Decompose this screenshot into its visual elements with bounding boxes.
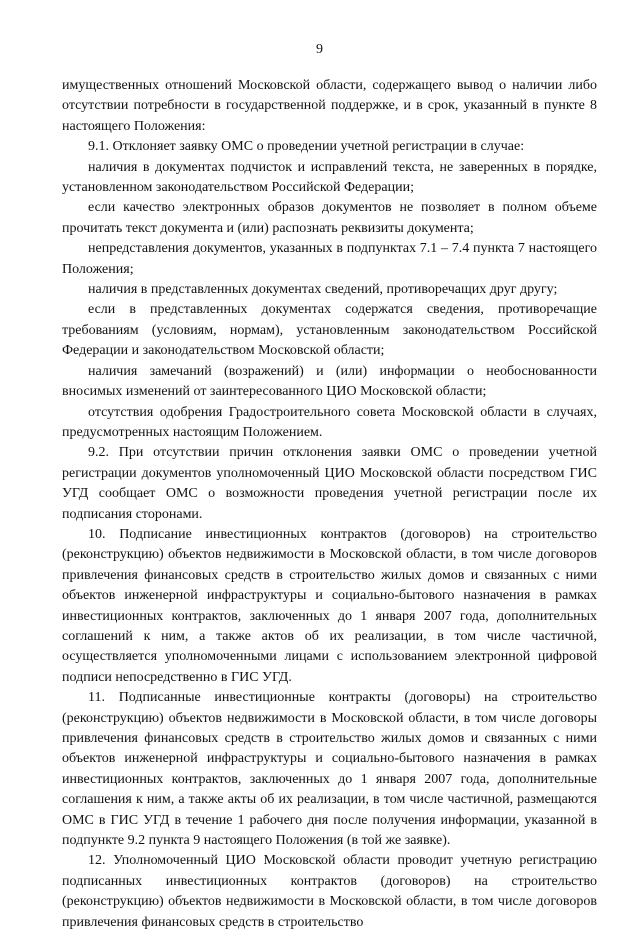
paragraph-11: 11. Подписанные инвестиционные контракты (договоры) на строительство (реконструкцию) объектов недвижимости в Московской области, в том числе договоры привлечения финансовых средств в строительство жилых домов и связанных с ними объектов инженерной инфраструктуры и социально-бытового назначения в рамках инвестиционных контрактов, заключенных до 1 января 2007 года, дополнительные соглашения к ним, а также акты об их реализации, в том числе частичной, размещаются ОМС в ГИС УГД в течение 1 рабочего дня после получения информации, указанной в подпункте 9.2 пункта 9 настоящего Положения (в той же заявке). xyxy=(62,690,597,849)
paragraph-9-1: 9.1. Отклоняет заявку ОМС о проведении учетной регистрации в случае: xyxy=(88,139,525,155)
paragraph-reason-objections: наличия замечаний (возражений) и (или) информации о необоснованности вносимых изменений от заинтересованного ЦИО Московской области; xyxy=(62,363,597,400)
paragraph-reason-legal-conflict: если в представленных документах содержатся сведения, противоречащие требованиям (условиям, нормам), установленным законодательством Российской Федерации и законодательством Московской области; xyxy=(62,302,597,359)
document-body xyxy=(62,76,597,933)
paragraph-10: 10. Подписание инвестиционных контрактов (договоров) на строительство (реконструкцию) объектов недвижимости в Московской области, в том числе договоров привлечения финансовых средств в строительство жилых домов и связанных с ними объектов инженерной инфраструктуры и социально-бытового назначения в рамках инвестиционных контрактов, заключенных до 1 января 2007 года, дополнительных соглашений к ним, а также актов об их реализации, в том числе частичной, осуществляется уполномоченными лицами с использованием электронной цифровой подписи непосредственно в ГИС УГД. xyxy=(62,526,597,685)
paragraph-reason-image-quality: если качество электронных образов документов не позволяет в полном объеме прочитать текст документа и (или) распознать реквизиты документа; xyxy=(62,200,597,236)
paragraph-12: 12. Уполномоченный ЦИО Московской области проводит учетную регистрацию подписанных инвестиционных контрактов (договоров) на строительство (реконструкцию) объектов недвижимости в Московской области, в том числе договоров привлечения финансовых средств в строительство xyxy=(62,853,597,930)
paragraph-continuation: имущественных отношений Московской области, содержащего вывод о наличии либо отсутствии потребности в государственной поддержке, и в срок, указанный в пункте 8 настоящего Положения: xyxy=(62,78,597,134)
paragraph-reason-missing-documents: непредставления документов, указанных в подпунктах 7.1 – 7.4 пункта 7 настоящего Положения; xyxy=(62,241,597,277)
paragraph-reason-contradictions: наличия в представленных документах сведений, противоречащих друг другу; xyxy=(88,282,558,298)
paragraph-reason-no-approval: отсутствия одобрения Градостроительного совета Московской области в случаях, предусмотренных настоящим Положением. xyxy=(62,404,597,440)
page-number: 9 xyxy=(316,42,323,57)
paragraph-9-2: 9.2. При отсутствии причин отклонения заявки ОМС о проведении учетной регистрации документов уполномоченный ЦИО Московской области посредством ГИС УГД сообщает ОМС о возможности проведения учетной регистрации после их подписания сторонами. xyxy=(62,445,597,522)
paragraph-reason-corrections: наличия в документах подчисток и исправлений текста, не заверенных в порядке, установленном законодательством Российской Федерации; xyxy=(62,159,597,196)
